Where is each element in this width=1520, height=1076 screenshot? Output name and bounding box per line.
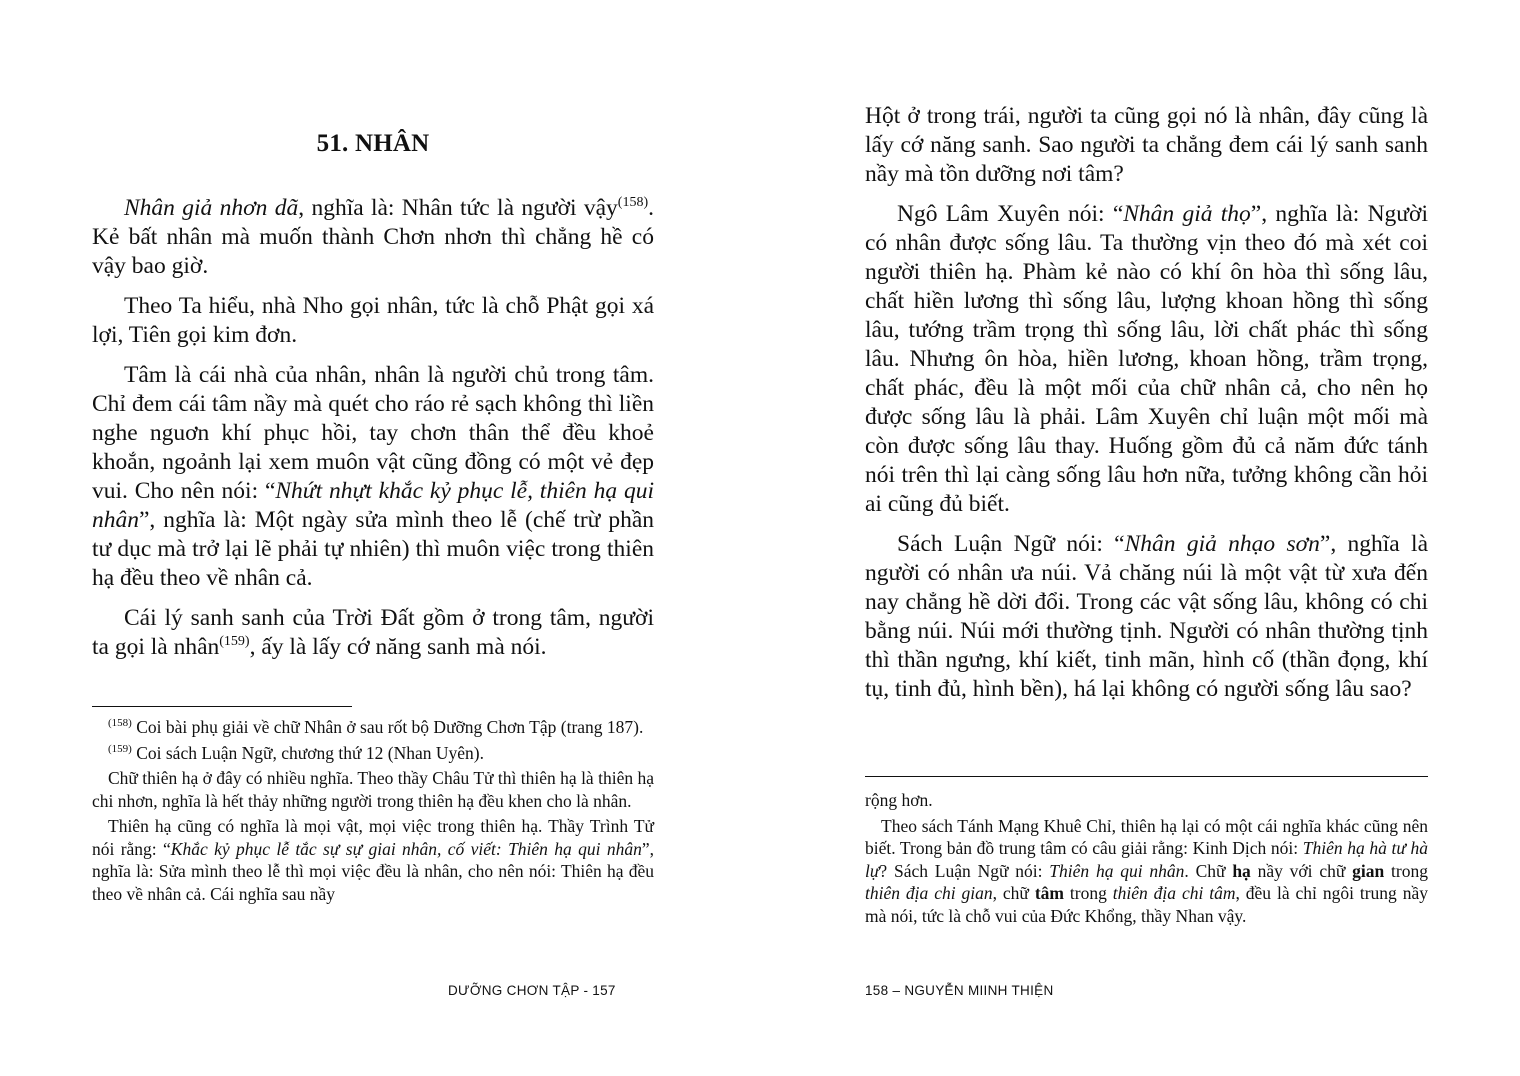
bold-term: hạ <box>1232 860 1251 881</box>
text-span: nầy với chữ <box>1250 860 1353 881</box>
quote-italic: Thiên hạ qui nhân <box>1049 860 1185 881</box>
paragraph: Theo Ta hiểu, nhà Nho gọi nhân, tức là chỗ Phật gọi xá lợi, Tiên gọi kim đơn. <box>92 293 654 348</box>
text-span: trong <box>1063 883 1113 903</box>
footnote-number: (159) <box>108 742 132 755</box>
text-span: . Kẻ bất nhân mà muốn thành Chơn nhơn thì chẳng hề có vậy bao giờ. <box>92 195 654 279</box>
text-span: ”, nghĩa là: Một ngày sửa mình theo lễ (chế trừ phần tư dục mà trở lại lẽ phải tự nhiên) thì muôn việc trong thiên hạ đều theo về nhân cả. <box>92 507 654 591</box>
paragraph <box>92 361 654 593</box>
right-page <box>865 0 1428 1076</box>
text-span: Tâm là cái nhà của nhân, nhân là người chủ trong tâm. Chỉ đem cái tâm nầy mà quét cho ráo rẻ sạch không thì liền nghe nguơn khí phục hồi, tay chơn thân thể đều khoẻ khoắn, ngoảnh lại xem muôn vật cũng đồng có một vẻ đẹp vui. Cho nên nói: “ <box>92 362 654 504</box>
left-page <box>92 0 654 1076</box>
right-body <box>865 102 1428 715</box>
text-span: , đều là chỉ ngôi trung nầy mà nói, tức là chỗ vui của Đức Khổng, thầy Nhan vậy. <box>865 883 1428 926</box>
text-span: ? Sách Luận Ngữ nói: <box>879 860 1050 881</box>
text-span: . Chữ <box>1184 860 1233 881</box>
footnote: Chữ thiên hạ ở đây có nhiều nghĩa. Theo thầy Châu Tử thì thiên hạ là thiên hạ chi nhơn, nghĩa là hết thảy những người trong thiên hạ đều khen cho là nhân. <box>92 768 654 811</box>
text-span: , chữ <box>992 883 1035 903</box>
text-span: Theo sách Tánh Mạng Khuê Chỉ, thiên hạ lại có một cái nghĩa khác cũng nên biết. Trong bản đồ trung tâm có câu giải rằng: Kinh Dịch nói: <box>865 815 1428 858</box>
bold-term: tâm <box>1034 883 1064 903</box>
paragraph <box>865 200 1428 519</box>
footnote <box>865 815 1428 928</box>
footnote <box>92 815 654 905</box>
text-span: Sách Luận Ngữ nói: “ <box>897 531 1125 557</box>
page-footer: 158 – NGUYỄN MIINH THIỆN <box>865 983 1054 998</box>
text-span: Cái lý sanh sanh của Trời Đất gồm ở trong tâm, người ta gọi là nhân <box>92 605 654 660</box>
left-body <box>92 194 654 673</box>
quote-italic: Nhân giả nhạo sơn <box>1124 531 1320 557</box>
text-span: trong <box>1384 860 1428 881</box>
quote-italic: thiên địa chi tâm <box>1112 883 1236 903</box>
footnote-divider <box>92 706 352 707</box>
page-footer: DƯỠNG CHƠN TẬP - 157 <box>448 983 616 998</box>
footnote-ref: (158) <box>617 195 649 211</box>
text-span: Coi sách Luận Ngữ, chương thứ 12 (Nhan Uyên). <box>131 742 484 763</box>
footnote-number: (158) <box>108 717 132 730</box>
footnote: rộng hơn. <box>865 790 933 810</box>
footnotes <box>92 716 654 908</box>
footnote <box>92 716 654 739</box>
footnote-divider <box>865 776 1428 777</box>
text-span: Ngô Lâm Xuyên nói: “ <box>897 201 1124 227</box>
footnote <box>92 742 654 765</box>
chapter-title: 51. NHÂN <box>316 130 430 157</box>
quote-italic: thiên địa chi gian <box>865 883 993 903</box>
quote-italic: Thiên hạ hà tư hà lự <box>865 838 1428 881</box>
text-span: ”, nghĩa là: Sửa mình theo lễ thì mọi việc đều là nhân, cho nên nói: Thiên hạ đều theo về nhân cả. Cái nghĩa sau nầy <box>92 838 654 904</box>
quote-italic: Khắc kỷ phục lễ tắc sự sự giai nhân, cố viết: Thiên hạ qui nhân <box>170 838 642 859</box>
text-span: ”, nghĩa là: Người có nhân được sống lâu. Ta thường vịn theo đó mà xét coi người thiên hạ. Phàm kẻ nào có khí ôn hòa thì sống lâu, chất hiền lương thì sống lâu, lượng khoan hồng thì sống lâu, tướng trầm trọng thì sống lâu, lời chất phác thì sống lâu. Nhưng ôn hòa, hiền lương, khoan hồng, trầm trọng, chất phác, đều là một mối của chữ nhân cả, cho nên họ được sống lâu là phải. Lâm Xuyên chỉ luận một mối mà còn được sống lâu thay. Huống gồm đủ cả năm đức tánh nói trên thì lại càng sống lâu hơn nữa, tưởng không cần hỏi ai cũng đủ biết. <box>865 201 1429 517</box>
paragraph <box>92 194 654 281</box>
text-span: Coi bài phụ giải về chữ Nhân ở sau rốt bộ Dưỡng Chơn Tập (trang 187). <box>131 717 644 737</box>
footnotes <box>865 789 1428 930</box>
quote-italic: Nhân giả nhơn dã <box>124 195 299 221</box>
text-span: Thiên hạ cũng có nghĩa là mọi vật, mọi việc trong thiên hạ. Thầy Trình Tử nói rằng: “ <box>92 816 654 859</box>
paragraph <box>92 604 654 662</box>
quote-italic: Nhứt nhựt khắc kỷ phục lễ, thiên hạ qui nhân <box>92 478 654 533</box>
text-span: , ấy là lấy cớ năng sanh mà nói. <box>249 634 547 660</box>
text-span: , nghĩa là: Nhân tức là người vậy <box>298 195 618 221</box>
paragraph: Hột ở trong trái, người ta cũng gọi nó là nhân, đây cũng là lấy cớ năng sanh. Sao người ta chẳng đem cái lý sanh sanh nầy mà tồn dưỡng nơi tâm? <box>865 103 1428 187</box>
text-span: ”, nghĩa là người có nhân ưa núi. Vả chăng núi là một vật từ xưa đến nay chẳng hề dời đổi. Trong các vật sống lâu, không có chi bằng núi. Núi mới thường tịnh. Người có nhân thường tịnh thì thần ngưng, khí kiết, tinh mãn, hình cố (thần đọng, khí tụ, tinh đủ, hình bền), há lại không có người sống lâu sao? <box>865 531 1428 702</box>
quote-italic: Nhân giả thọ <box>1123 201 1251 227</box>
bold-term: gian <box>1352 860 1385 881</box>
footnote-ref: (159) <box>219 634 250 650</box>
paragraph <box>865 530 1428 704</box>
